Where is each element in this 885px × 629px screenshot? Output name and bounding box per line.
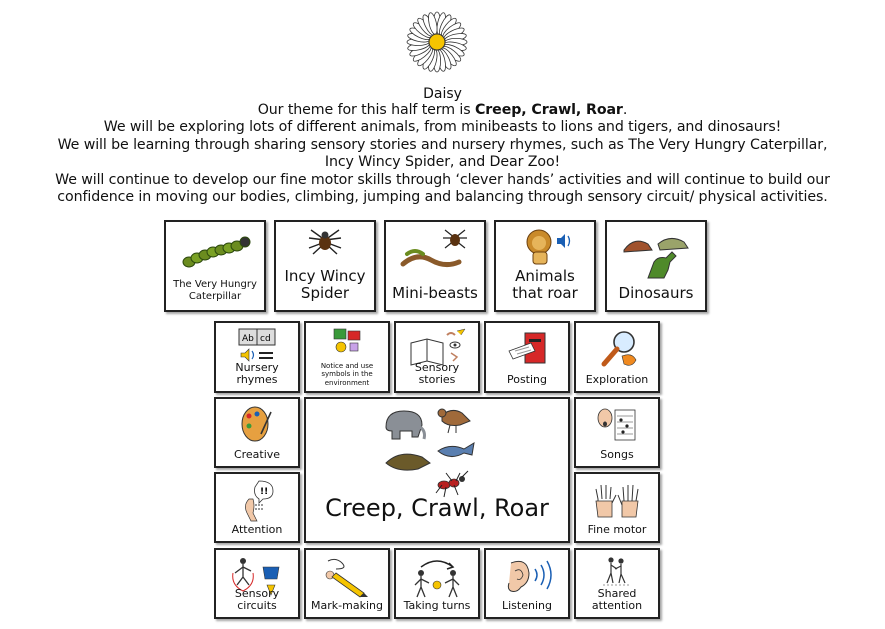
minibeasts-label: Mini-beasts [392,283,478,302]
sensory-stories-label: Sensory stories [414,360,460,387]
theme-name: Creep, Crawl, Roar [474,102,623,118]
lion-icon [515,226,575,266]
posting-label: Posting [506,373,548,387]
center-card-label: Creep, Crawl, Roar [325,494,549,523]
svg-text:cd: cd [260,334,271,344]
intro-line-2: We will be exploring lots of different animals, from minibeasts to lions and tigers, and dinosaurs! [103,119,782,136]
spider-label: Incy Wincy Spider [284,266,366,302]
svg-text:!!: !! [260,487,269,497]
magnifying-glass-icon [592,328,642,372]
fine-motor-label: Fine motor [587,523,647,537]
lion-card [494,220,596,312]
shared-attention-icon [599,555,635,587]
exploration-label: Exploration [585,373,649,387]
taking-turns-card [394,548,480,619]
exploration-card [574,321,660,393]
dinosaur-card [605,220,707,312]
intro-line-3: We will be learning through sharing sensory stories and nursery rhymes, such as The Very Hungry Caterpillar, [57,136,828,153]
minibeasts-card [384,220,486,312]
lion-label: Animals that roar [512,266,578,302]
songs-card [574,397,660,468]
shared-attention-card [574,548,660,619]
taking-turns-icon [407,555,467,599]
caterpillar-label: The Very Hungry Caterpillar [173,279,257,302]
mark-making-card [304,548,390,619]
mark-making-label: Mark-making [311,599,383,613]
intro-line-4: Incy Wincy Spider, and Dear Zoo! [324,154,561,171]
attention-card [214,472,300,543]
dinosaur-label: Dinosaurs [618,283,694,302]
theme-description [0,102,885,206]
dinosaur-icon [618,226,694,282]
svg-text:Ab: Ab [242,334,254,344]
sensory-circuits-label: Sensory circuits [234,586,280,613]
hands-icon [592,481,642,521]
taking-turns-label: Taking turns [403,599,471,613]
daisy-flower-icon [405,10,469,74]
pencil-icon [322,555,372,599]
creative-card [214,397,300,468]
class-name: Daisy [423,86,462,102]
nursery-rhymes-label: Nursery rhymes [235,360,279,387]
spider-card [274,220,376,312]
caterpillar-icon [175,232,255,272]
minibeasts-icon [397,226,473,272]
intro-line-1: Our theme for this half term is Creep, Crawl, Roar. [257,102,628,118]
symbols-icon [330,327,364,357]
attention-icon [237,479,277,523]
listening-label: Listening [502,599,552,613]
palette-icon [237,404,277,448]
songs-label: Songs [600,448,634,462]
intro-line-6: confidence in moving our bodies, climbing, jumping and balancing through sensory circuit/ physical activities. [57,189,828,206]
postbox-icon [505,329,549,371]
attention-label: Attention [231,523,283,537]
posting-card [484,321,570,393]
fine-motor-card [574,472,660,543]
nursery-rhymes-card [214,321,300,393]
shared-attention-label: Shared attention [591,586,643,613]
spider-icon [305,226,345,256]
sensory-circuits-card [214,548,300,619]
intro-line-5: We will continue to develop our fine motor skills through ‘clever hands’ activities and will continue to build our [55,171,830,188]
animals-icon [382,403,492,499]
songs-icon [595,404,639,448]
listening-card [484,548,570,619]
sensory-stories-card [394,321,480,393]
notice-symbols-label: Notice and use symbols in the environment [320,361,374,387]
notice-symbols-card [304,321,390,393]
ear-icon [497,555,557,599]
creative-label: Creative [233,448,281,462]
caterpillar-card [164,220,266,312]
creep-crawl-roar-card [304,397,570,543]
